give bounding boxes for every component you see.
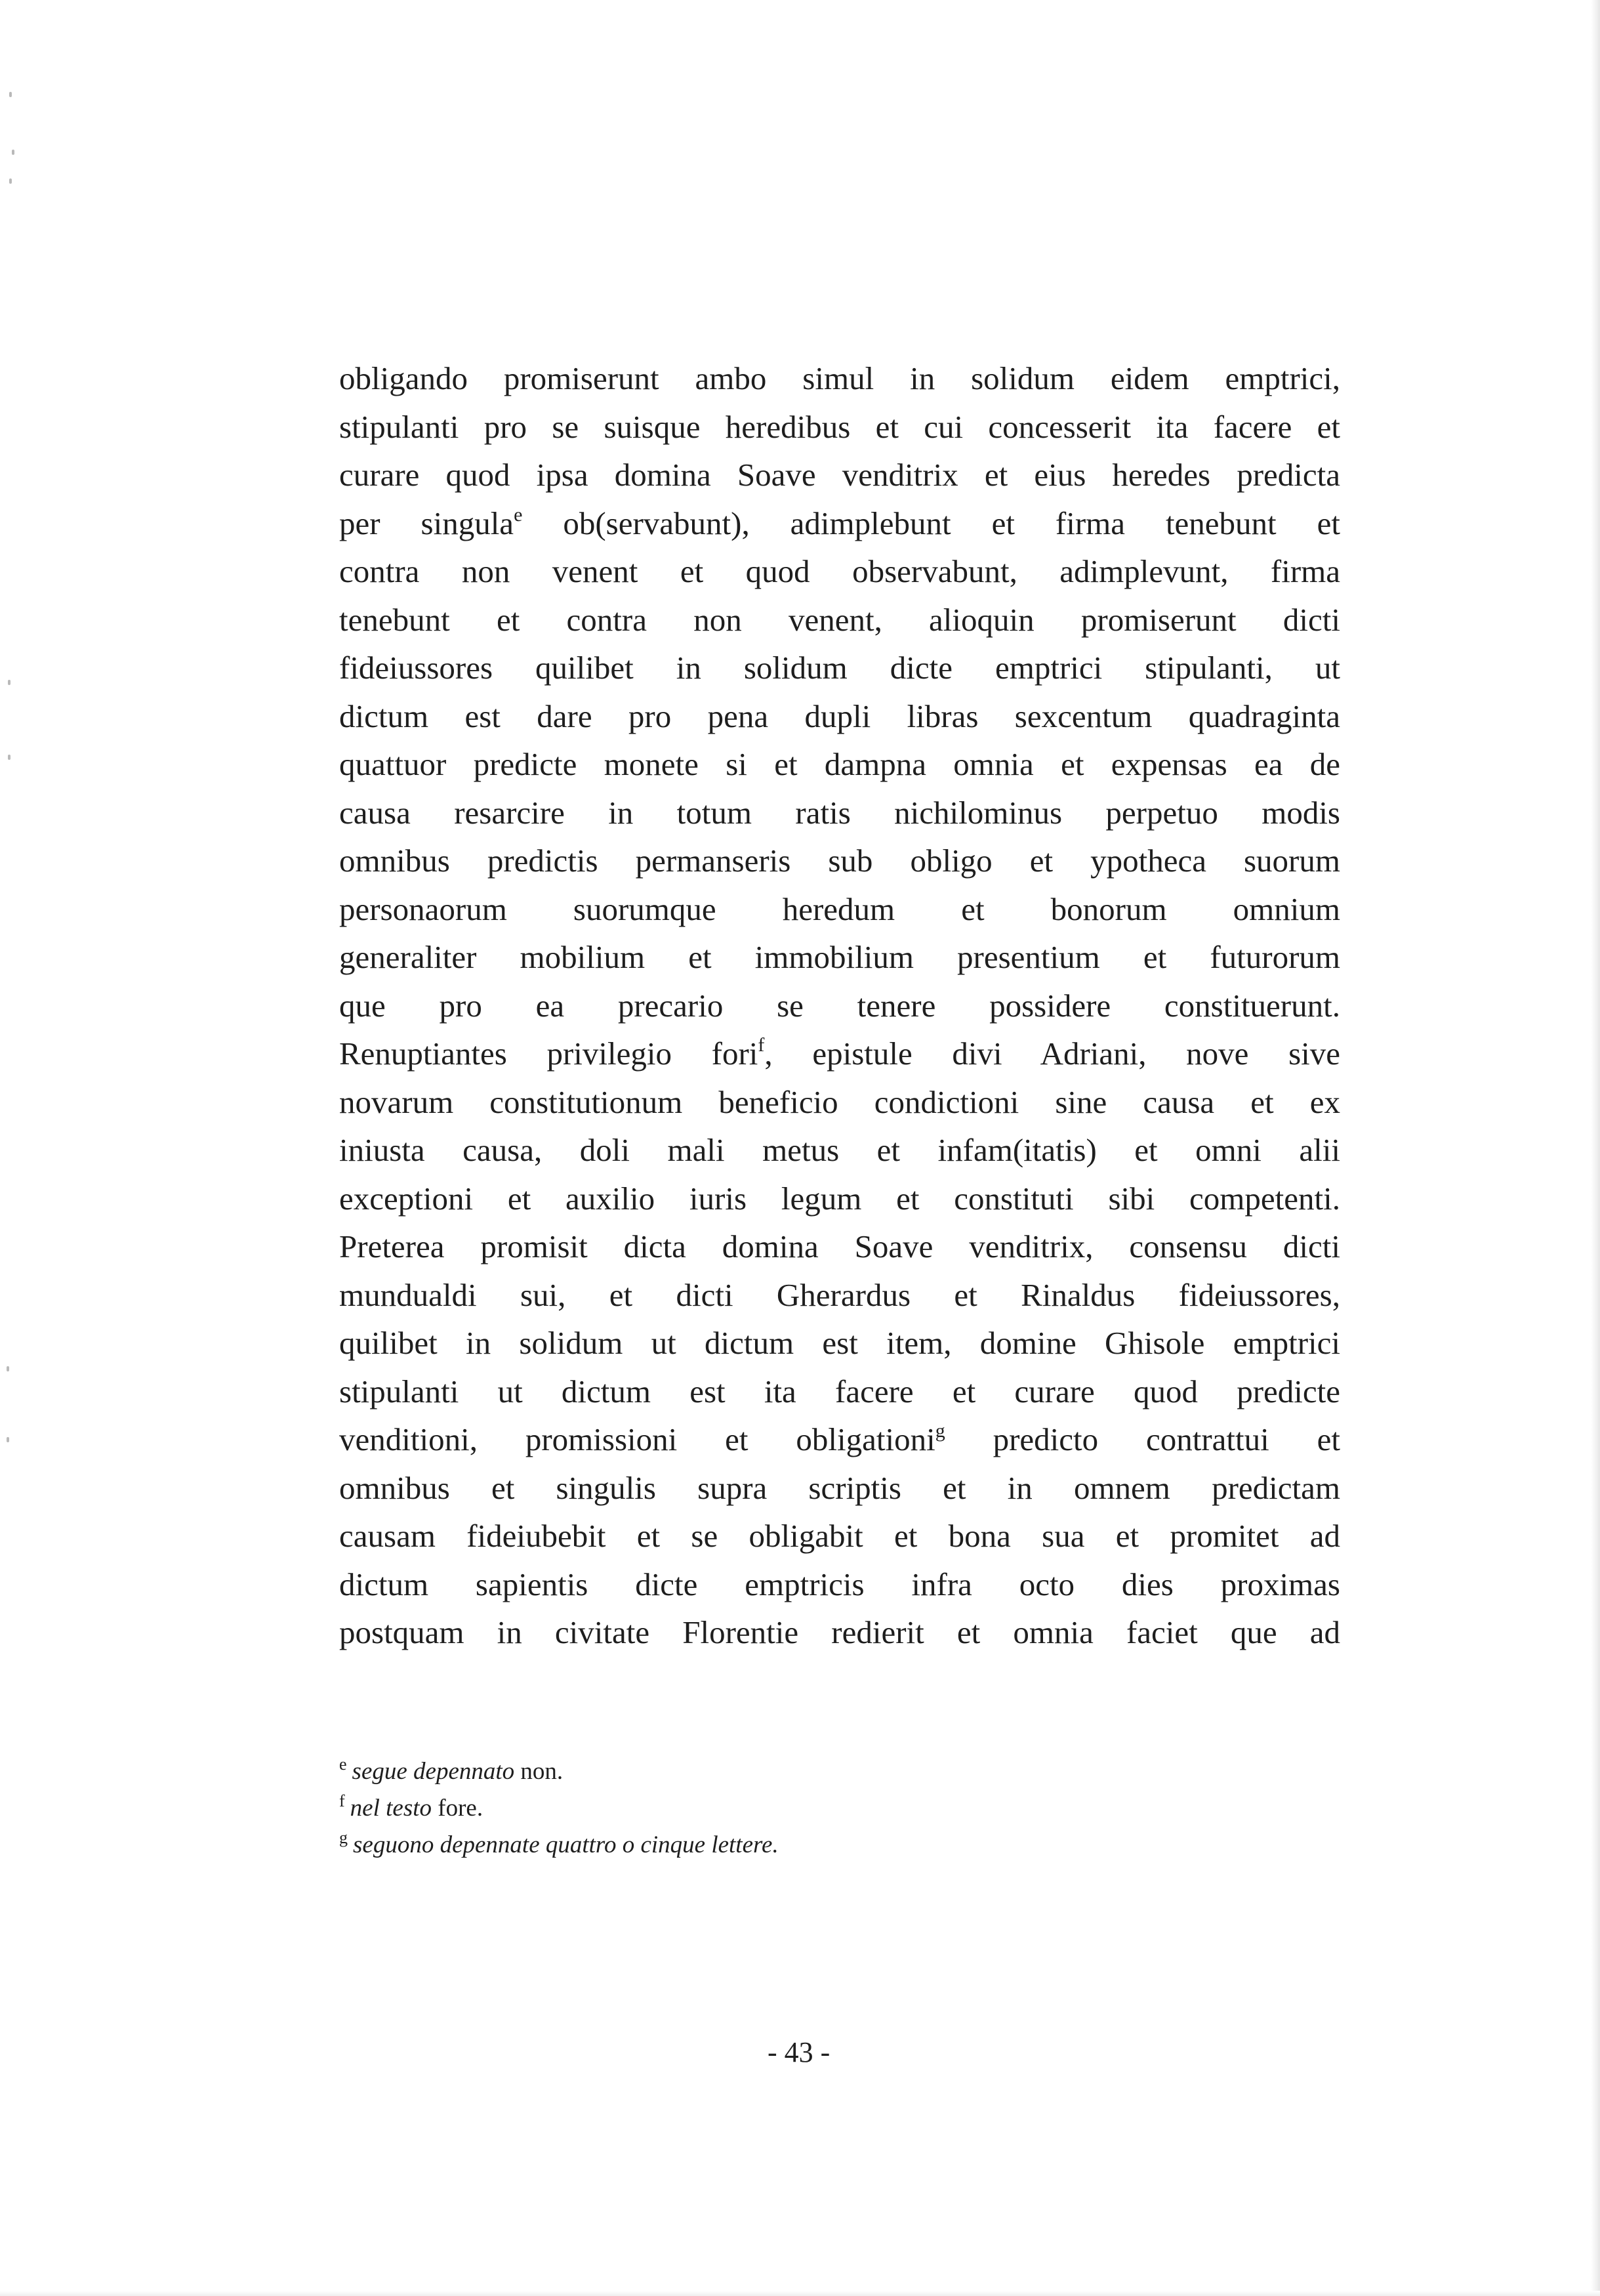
footnote-reference: g [935,1420,945,1442]
text-line: per singula$^e$ ob(servabunt), adimplebunt et firma tenebunt et [339,503,1340,541]
footnote-italic-text: segue depennato [352,1758,515,1785]
scan-speck [12,150,14,155]
text-line: stipulanti pro se suisque heredibus et cui concesserit ita facere et [339,408,1340,445]
text-line: personaorum suorumque heredum et bonorum omnium [339,890,1340,927]
footnote-mark: g [339,1828,348,1847]
text-line: tenebunt et contra non venent, alioquin promiserunt dicti [339,601,1340,638]
scan-speck [7,1366,9,1371]
scan-speck [9,92,12,97]
text-line: exceptioni et auxilio iuris legum et constituti sibi competenti. [339,1180,1340,1217]
text-line: Renuptiantes privilegio fori$^f$, epistule divi Adriani, nove sive [339,1034,1340,1072]
text-line: dictum est dare pro pena dupli libras sexcentum quadraginta [339,698,1340,734]
page-edge-shadow [1591,0,1600,2296]
scan-speck [7,1437,9,1442]
text-line: novarum constitutionum beneficio condictioni sine causa et ex [339,1083,1340,1120]
text-line: omnibus et singulis supra scriptis et in omnem predictam [339,1469,1340,1506]
text-line: stipulanti ut dictum est ita facere et curare quod predicte [339,1373,1340,1409]
footnote-plain-text: non. [514,1758,564,1785]
text-line: postquam in civitate Florentie redierit et omnia faciet que ad [339,1614,1340,1650]
footnote [339,1790,1258,1827]
footnotes [339,1753,1258,1864]
scan-speck [8,680,10,685]
scan-speck [9,178,12,184]
main-body-text [339,354,1340,1657]
text-line: mundualdi sui, et dicti Gherardus et Rinaldus fideiussores, [339,1276,1340,1313]
text-line: contra non venent et quod observabunt, adimplevunt, firma [339,553,1340,589]
footnote-italic-text: seguono depennate quattro o cinque lettere. [353,1831,779,1858]
footnote [339,1753,1258,1790]
text-line: que pro ea precario se tenere possidere constituerunt. [339,987,1340,1024]
footnote-plain-text: fore. [432,1795,483,1822]
text-line: fideiussores quilibet in solidum dicte emptrici stipulanti, ut [339,650,1340,686]
page-bottom-edge [0,2291,1600,2296]
text-line: generaliter mobilium et immobilium presentium et futurorum [339,939,1340,975]
text-line: curare quod ipsa domina Soave venditrix et eius heredes predicta [339,457,1340,493]
footnote-reference: e [514,503,523,526]
text-line: causam fideiubebit et se obligabit et bona sua et promitet ad [339,1518,1340,1554]
text-line: causa resarcire in totum ratis nichilominus perpetuo modis [339,794,1340,831]
footnote-mark: f [339,1791,345,1810]
text-line: quilibet in solidum ut dictum est item, domine Ghisole emptrici [339,1325,1340,1361]
scan-speck [8,755,10,760]
page-number: - 43 - [768,2036,831,2068]
footnote-italic-text: nel testo [350,1795,432,1822]
footnote-mark: e [339,1755,347,1774]
text-line: venditioni, promissioni et obligationi$^g$ predicto contrattui et [339,1420,1340,1457]
text-line: omnibus predictis permanseris sub obligo et ypotheca suorum [339,843,1340,879]
footnote [339,1827,1258,1864]
text-line: dictum sapientis dicte emptricis infra octo dies proximas [339,1566,1340,1602]
text-line: iniusta causa, doli mali metus et infam(itatis) et omni alii [339,1132,1340,1168]
footnote-reference: f [758,1034,765,1056]
text-line: quattuor predicte monete si et dampna omnia et expensas ea de [339,746,1340,782]
text-line: obligando promiserunt ambo simul in solidum eidem emptrici, [339,360,1340,396]
text-line: Preterea promisit dicta domina Soave venditrix, consensu dicti [339,1228,1340,1264]
